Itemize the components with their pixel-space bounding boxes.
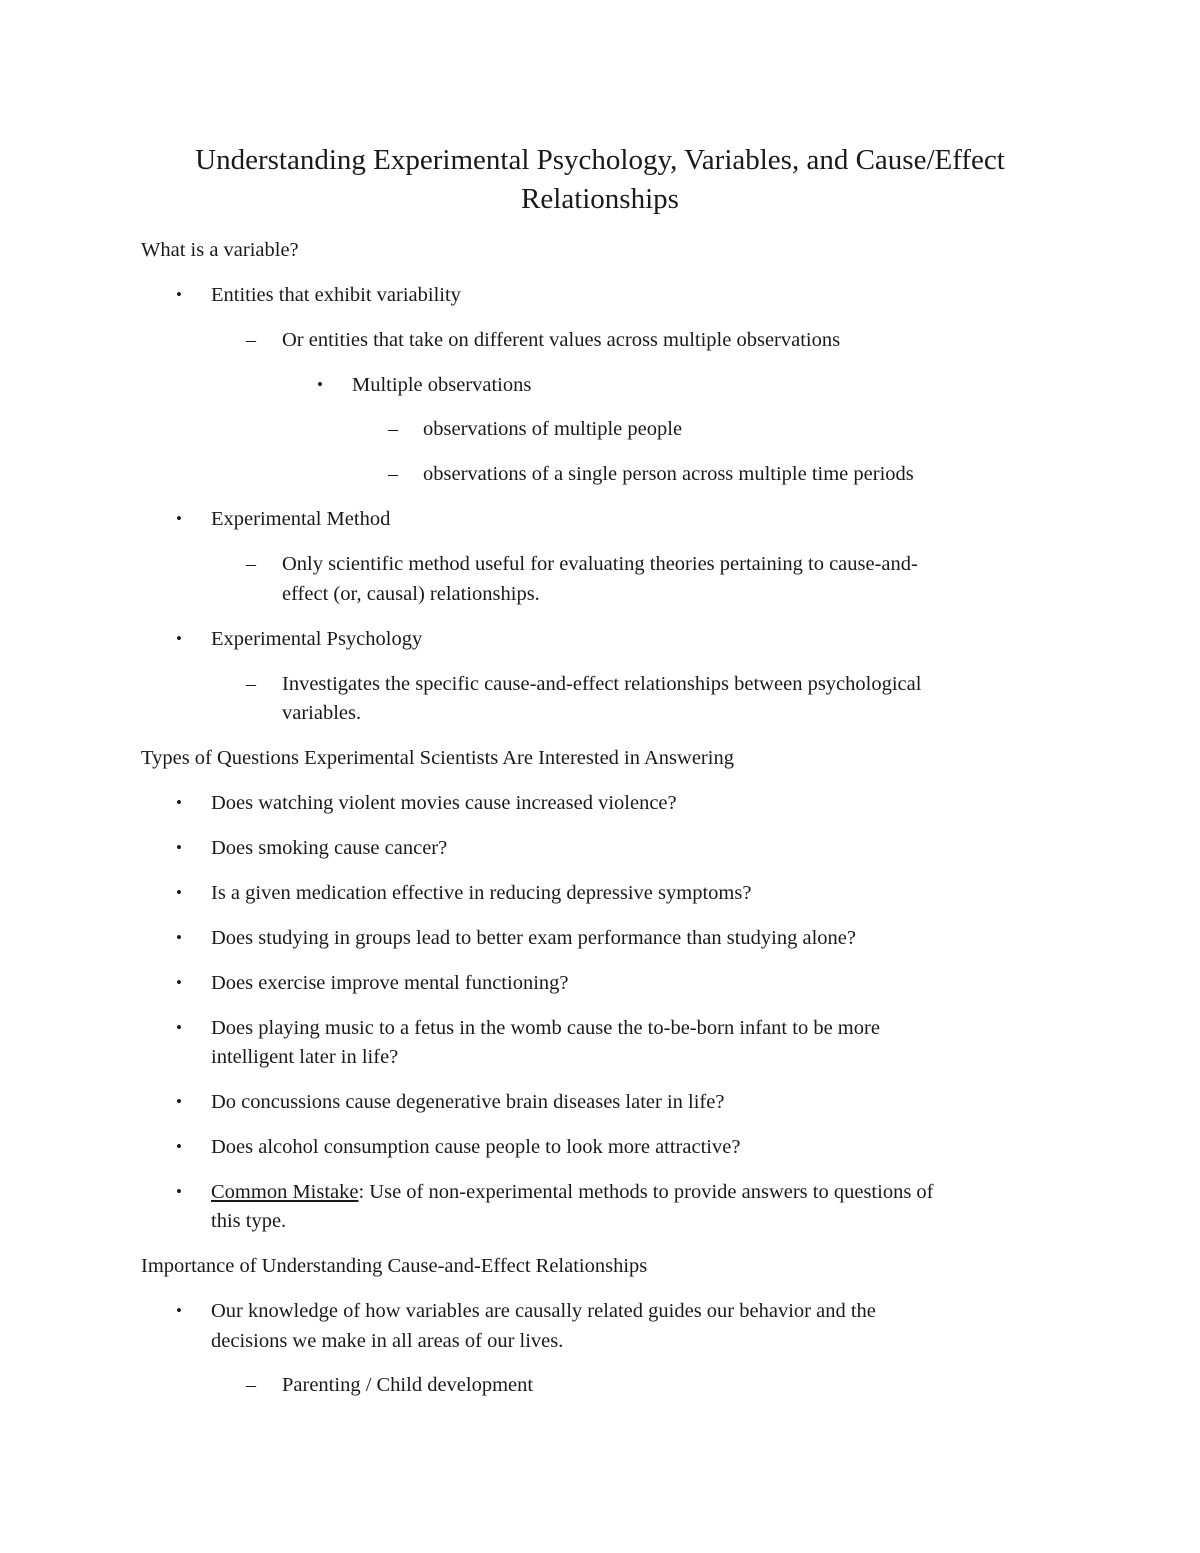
bullet-marker: • — [176, 973, 182, 992]
section-heading-importance: Importance of Understanding Cause-and-Effect Relationships — [141, 1255, 648, 1277]
dash-marker: – — [388, 463, 398, 485]
list-item-line-2: variables. — [282, 702, 362, 724]
list-item-line-1: Does playing music to a fetus in the womb cause the to-be-born infant to be more — [211, 1017, 880, 1039]
list-item: Do concussions cause degenerative brain diseases later in life? — [211, 1091, 725, 1113]
bullet-marker: • — [176, 1137, 182, 1156]
bullet-marker: • — [176, 629, 182, 648]
list-item: Multiple observations — [352, 374, 532, 396]
dash-marker: – — [388, 418, 398, 440]
bullet-marker: • — [176, 883, 182, 902]
section-heading-variable: What is a variable? — [141, 239, 299, 261]
list-item: Does studying in groups lead to better exam performance than studying alone? — [211, 927, 856, 949]
bullet-marker: • — [176, 838, 182, 857]
list-item: Does smoking cause cancer? — [211, 837, 448, 859]
list-item-line-2: decisions we make in all areas of our lives. — [211, 1330, 564, 1352]
list-item-line-1 — [211, 1177, 934, 1207]
list-item: observations of multiple people — [423, 418, 683, 440]
bullet-marker: • — [176, 1182, 182, 1201]
section-heading-questions: Types of Questions Experimental Scientists Are Interested in Answering — [141, 747, 734, 769]
list-item: Or entities that take on different values across multiple observations — [282, 329, 841, 351]
common-mistake-text: : Use of non-experimental methods to provide answers to questions of — [358, 1181, 934, 1203]
list-item: Experimental Method — [211, 508, 391, 530]
page-title — [140, 141, 1060, 219]
list-item: Entities that exhibit variability — [211, 284, 461, 306]
bullet-marker: • — [317, 375, 323, 394]
dash-marker: – — [246, 553, 256, 575]
title-line-1: Understanding Experimental Psychology, Variables, and Cause/Effect — [195, 144, 1005, 176]
common-mistake-label: Common Mistake — [211, 1181, 359, 1203]
title-line-2: Relationships — [521, 183, 679, 215]
list-item: Does watching violent movies cause increased violence? — [211, 792, 677, 814]
bullet-marker: • — [176, 1018, 182, 1037]
list-item: observations of a single person across multiple time periods — [423, 463, 914, 485]
bullet-marker: • — [176, 509, 182, 528]
bullet-marker: • — [176, 1301, 182, 1320]
list-item: Experimental Psychology — [211, 628, 423, 650]
list-item: Does alcohol consumption cause people to look more attractive? — [211, 1136, 741, 1158]
list-item: Parenting / Child development — [282, 1374, 534, 1396]
bullet-marker: • — [176, 285, 182, 304]
list-item: Does exercise improve mental functioning? — [211, 972, 569, 994]
dash-marker: – — [246, 1374, 256, 1396]
bullet-marker: • — [176, 928, 182, 947]
list-item-line-2: this type. — [211, 1210, 287, 1232]
list-item-line-1: Only scientific method useful for evaluating theories pertaining to cause-and- — [282, 553, 918, 575]
dash-marker: – — [246, 329, 256, 351]
bullet-marker: • — [176, 1092, 182, 1111]
list-item-line-2: effect (or, causal) relationships. — [282, 583, 540, 605]
list-item: Is a given medication effective in reducing depressive symptoms? — [211, 882, 752, 904]
list-item-line-2: intelligent later in life? — [211, 1046, 399, 1068]
list-item-line-1: Our knowledge of how variables are causally related guides our behavior and the — [211, 1300, 876, 1322]
list-item-line-1: Investigates the specific cause-and-effect relationships between psychological — [282, 673, 922, 695]
dash-marker: – — [246, 673, 256, 695]
bullet-marker: • — [176, 793, 182, 812]
